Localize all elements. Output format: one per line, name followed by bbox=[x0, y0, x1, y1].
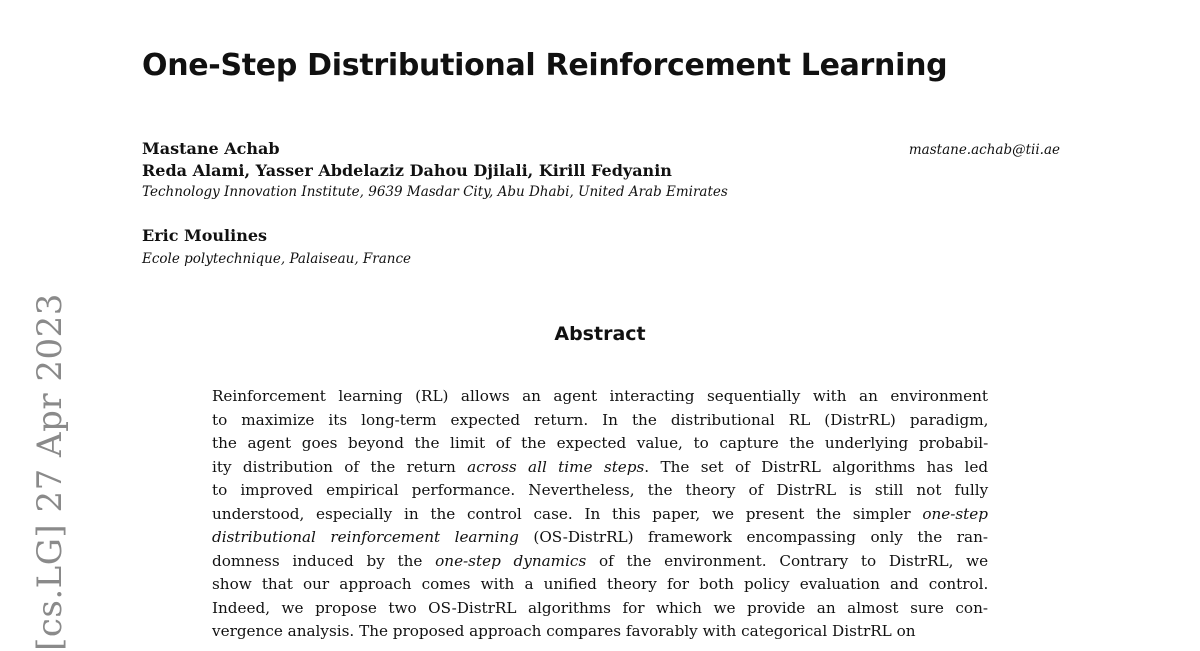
affiliation-1: Technology Innovation Institute, 9639 Masdar City, Abu Dhabi, United Arab Emirates bbox=[142, 184, 728, 200]
abstract-line bbox=[212, 479, 988, 503]
abstract-line bbox=[212, 503, 988, 527]
abstract-text: Indeed, we propose two OS-DistrRL algorithms for which we provide an almost sure con- bbox=[212, 598, 988, 617]
abstract-text: understood, especially in the control case. In this paper, we present the simpler bbox=[212, 504, 923, 523]
abstract-line bbox=[212, 432, 988, 456]
abstract-emphasis: one-step bbox=[922, 504, 988, 523]
abstract-text: Reinforcement learning (RL) allows an agent interacting sequentially with an environment bbox=[212, 387, 988, 405]
abstract-text: the agent goes beyond the limit of the expected value, to capture the underlying probabil- bbox=[212, 434, 989, 452]
abstract-text: (OS-DistrRL) framework encompassing only the ran- bbox=[518, 528, 988, 546]
abstract-line bbox=[212, 573, 988, 597]
abstract-text: ity distribution of the return bbox=[212, 457, 468, 476]
abstract-text: to improved empirical performance. Nevertheless, the theory of DistrRL is still not fully bbox=[212, 481, 989, 499]
abstract-text: vergence analysis. The proposed approach compares favorably with categorical DistrRL on bbox=[212, 622, 916, 640]
abstract-text: . The set of DistrRL algorithms has led bbox=[644, 457, 989, 476]
author-line-3: Eric Moulines bbox=[142, 226, 268, 245]
abstract-text: domness induced by the bbox=[212, 551, 436, 570]
author-line-1: Mastane Achab bbox=[142, 139, 280, 158]
abstract-emphasis: across all time steps bbox=[467, 457, 645, 476]
abstract-line bbox=[212, 385, 988, 409]
abstract-body bbox=[212, 385, 988, 644]
abstract-line bbox=[212, 620, 988, 644]
abstract-emphasis: one-step dynamics bbox=[435, 551, 587, 570]
author-line-2: Reda Alami, Yasser Abdelaziz Dahou Djilali, Kirill Fedyanin bbox=[142, 161, 672, 180]
abstract-line bbox=[212, 409, 988, 433]
abstract-text: of the environment. Contrary to DistrRL, we bbox=[586, 551, 989, 570]
abstract-line bbox=[212, 456, 988, 480]
arxiv-side-identifier: [cs.LG] 27 Apr 2023 bbox=[30, 293, 70, 651]
abstract-line bbox=[212, 550, 988, 574]
abstract-line bbox=[212, 597, 988, 621]
abstract-text: to maximize its long-term expected return. In the distributional RL (DistrRL) paradigm, bbox=[212, 410, 989, 429]
abstract-heading: Abstract bbox=[554, 323, 646, 345]
abstract-line bbox=[212, 526, 988, 550]
abstract-text: show that our approach comes with a unified theory for both policy evaluation and control. bbox=[212, 575, 989, 593]
affiliation-2: Ecole polytechnique, Palaiseau, France bbox=[142, 251, 412, 267]
author-email[interactable]: mastane.achab@tii.ae bbox=[908, 142, 1060, 158]
paper-title: One-Step Distributional Reinforcement Learning bbox=[142, 48, 948, 83]
abstract-emphasis: distributional reinforcement learning bbox=[212, 528, 519, 546]
